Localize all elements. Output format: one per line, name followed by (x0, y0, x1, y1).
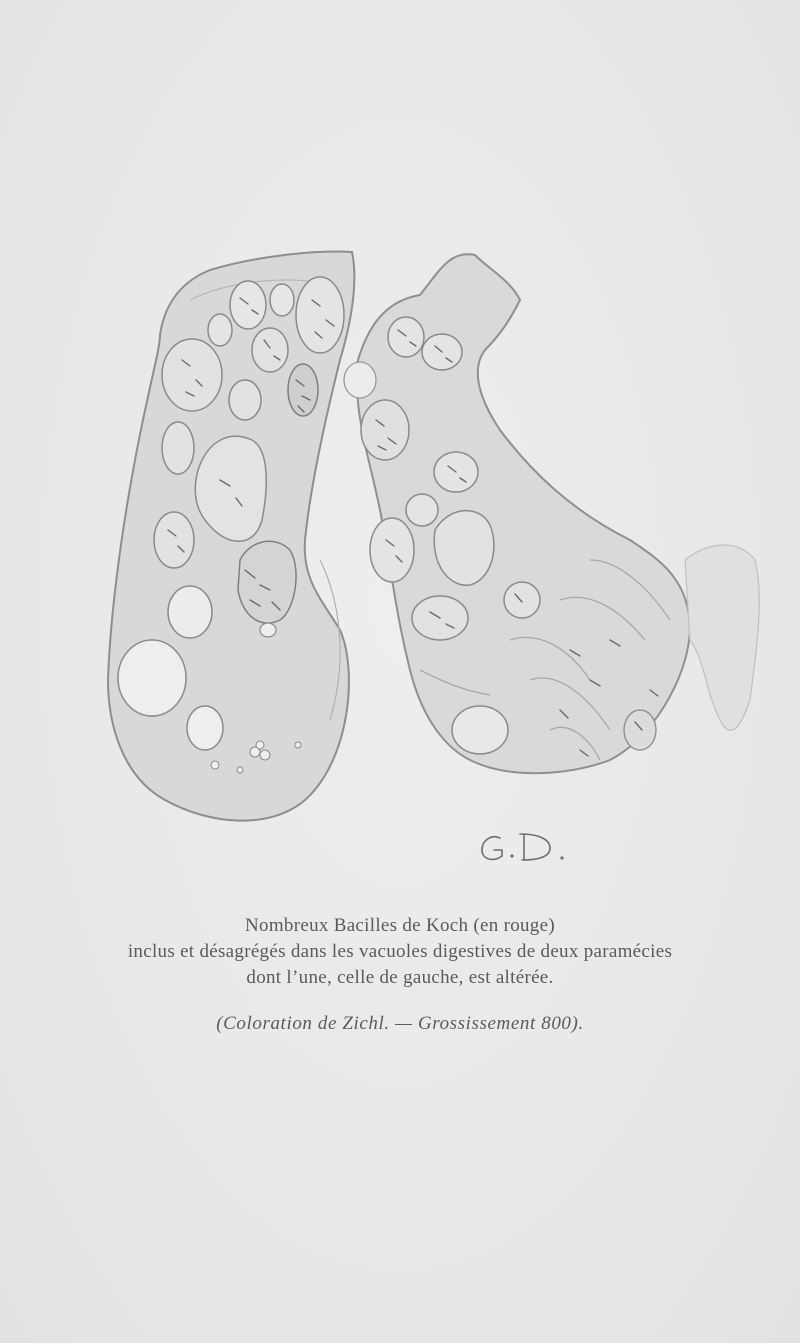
signature-monogram (470, 818, 590, 878)
caption-line-1: Nombreux Bacilles de Koch (en rouge) (245, 915, 555, 936)
caption-line-3: dont l’une, celle de gauche, est altérée. (246, 967, 554, 988)
left-paramecium (108, 252, 354, 821)
paramecia-illustration (90, 240, 780, 840)
staining-credit: (Coloration de Zichl. — Grossissement 800). (216, 1013, 584, 1034)
right-paramecium (344, 254, 759, 773)
caption-line-2: inclus et désagrégés dans les vacuoles digestives de deux paramécies (127, 941, 673, 962)
